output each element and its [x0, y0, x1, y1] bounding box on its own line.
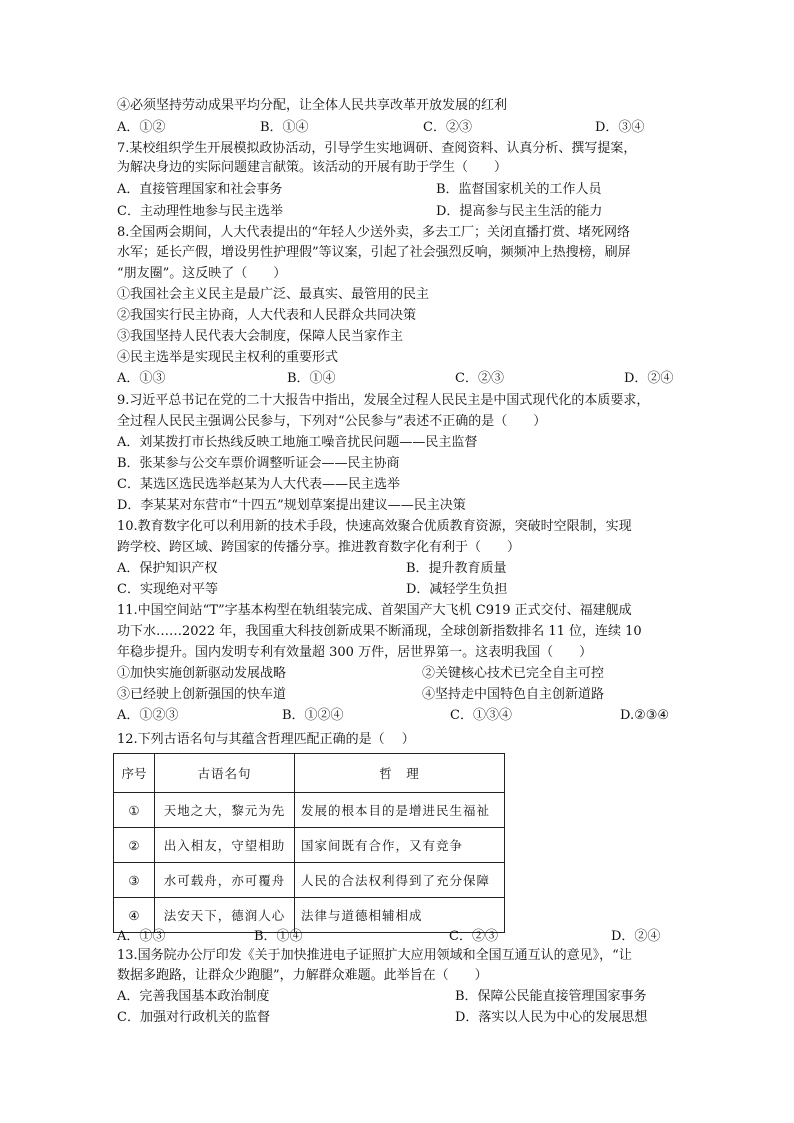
q6-item-4: ④必须坚持劳动成果平均分配，让全体人民共享改革开放发展的红利	[117, 98, 508, 113]
q10-option-a: A．保护知识产权	[117, 561, 218, 576]
q13-option-b: B．保障公民能直接管理国家事务	[455, 989, 647, 1004]
q8-option-d: D．②④	[624, 371, 674, 386]
q6-option-d: D．③④	[595, 120, 645, 135]
q10-option-b: B．提升教育质量	[406, 561, 507, 576]
q12-row-philosophy: 国家间既有合作，又有竞争	[295, 828, 505, 863]
q12-header-quote: 古语名句	[155, 754, 295, 793]
q12-row-quote: 天地之大，黎元为先	[155, 793, 295, 828]
q7-stem-line-2: 为解决身边的实际问题建言献策。该活动的开展有助于学生（ ）	[117, 160, 508, 175]
q6-option-c: C．②③	[423, 120, 472, 135]
q12-row-number: ②	[114, 828, 155, 863]
q11-stem-line-2: 功下水……2022 年，我国重大科技创新成果不断涌现，全球创新指数排名 11 位，连续 10	[117, 624, 642, 639]
q8-option-a: A．①③	[117, 371, 166, 386]
q12-table-row	[114, 863, 505, 898]
q13-option-c: C．加强对行政机关的监督	[117, 1010, 270, 1025]
q8-stem-line-3: “朋友圈”。这反映了（ ）	[117, 266, 287, 281]
q7-option-c: C．主动理性地参与民主选举	[117, 204, 283, 219]
q12-row-quote: 法安天下，德润人心	[155, 898, 295, 933]
q12-row-quote: 水可载舟，亦可覆舟	[155, 863, 295, 898]
q12-table-header	[114, 754, 505, 793]
q12-row-quote: 出入相友，守望相助	[155, 828, 295, 863]
q8-stem-line-1: 8.全国两会期间，人大代表提出的“年轻人少送外卖，多去工厂；关闭直播打赏、堵死网络	[117, 225, 631, 240]
q9-stem-line-1: 9.习近平总书记在党的二十大报告中指出，发展全过程人民民主是中国式现代化的本质要求，	[117, 393, 650, 408]
q12-header-philosophy: 哲 理	[295, 754, 505, 793]
q12-row-philosophy: 发展的根本目的是增进民生福祉	[295, 793, 505, 828]
q12-row-philosophy: 人民的合法权利得到了充分保障	[295, 863, 505, 898]
q11-stem-line-1: 11.中国空间站“T”字基本构型在轨组装完成、首架国产大飞机 C919 正式交付、福建舰成	[117, 603, 632, 618]
q11-option-c: C．①③④	[450, 708, 512, 723]
q12-option-b: B．①④	[254, 929, 303, 944]
q12-row-number: ③	[114, 863, 155, 898]
q9-option-a: A．刘某拨打市长热线反映工地施工噪音扰民问题——民主监督	[117, 435, 478, 450]
q7-option-a: A．直接管理国家和社会事务	[117, 182, 283, 197]
q11-item-4: ④坚持走中国特色自主创新道路	[422, 687, 605, 702]
q9-option-b: B．张某参与公交车票价调整听证会——民主协商	[117, 456, 400, 471]
q12-stem: 12.下列古语名句与其蕴含哲理匹配正确的是（ ）	[117, 732, 415, 747]
q12-row-number: ①	[114, 793, 155, 828]
q12-option-a: A．①③	[117, 929, 166, 944]
q12-row-philosophy: 法律与道德相辅相成	[295, 898, 505, 933]
q13-stem-line-2: 数据多跑路，让群众少跑腿”，力解群众难题。此举旨在（ ）	[117, 968, 488, 983]
q9-option-d: D．李某某对东营市“十四五”规划草案提出建议——民主决策	[117, 498, 466, 513]
q11-item-1: ①加快实施创新驱动发展战略	[117, 666, 287, 681]
q8-item-1: ①我国社会主义民主是最广泛、最真实、最管用的民主	[117, 287, 430, 302]
q6-option-a: A．①②	[117, 120, 166, 135]
q12-option-d: D．②④	[611, 929, 661, 944]
q10-option-d: D．减轻学生负担	[406, 582, 508, 597]
q6-option-b: B．①④	[260, 120, 309, 135]
q8-option-b: B．①④	[287, 371, 336, 386]
q12-header-number: 序号	[114, 754, 155, 793]
q11-option-a: A．①②③	[117, 708, 179, 723]
q11-option-b: B．①②④	[282, 708, 344, 723]
q11-item-3: ③已经驶上创新强国的快车道	[117, 687, 287, 702]
q12-option-c: C．②③	[449, 929, 498, 944]
q12-table	[113, 753, 505, 933]
q13-option-a: A．完善我国基本政治制度	[117, 989, 270, 1004]
q8-option-c: C．②③	[455, 371, 504, 386]
q7-option-d: D．提高参与民主生活的能力	[436, 204, 603, 219]
q8-item-2: ②我国实行民主协商，人大代表和人民群众共同决策	[117, 308, 417, 323]
q10-stem-line-2: 跨学校、跨区域、跨国家的传播分享。推进教育数字化有利于（ ）	[117, 540, 521, 555]
q9-option-c: C．某选区选民选举赵某为人大代表——民主选举	[117, 477, 400, 492]
q8-item-3: ③我国坚持人民代表大会制度，保障人民当家作主	[117, 329, 404, 344]
q13-stem-line-1: 13.国务院办公厅印发《关于加快推进电子证照扩大应用领域和全国互通互认的意见》，“让	[117, 948, 632, 963]
q12-table-row	[114, 828, 505, 863]
q11-item-2: ②关键核心技术已完全自主可控	[422, 666, 605, 681]
q12-row-number: ④	[114, 898, 155, 933]
q8-stem-line-2: 水军；延长产假，增设男性护理假”等议案，引起了社会强烈反响，频频冲上热搜榜，刷屏	[117, 245, 631, 260]
q8-item-4: ④民主选举是实现民主权利的重要形式	[117, 350, 339, 365]
q10-option-c: C．实现绝对平等	[117, 582, 218, 597]
q9-stem-line-2: 全过程人民民主强调公民参与，下列对“公民参与”表述不正确的是（ ）	[117, 414, 547, 429]
q11-stem-line-3: 年稳步提升。国内发明专利有效量超 300 万件，居世界第一。这表明我国（ ）	[117, 645, 593, 660]
q13-option-d: D．落实以人民为中心的发展思想	[455, 1010, 648, 1025]
q7-stem-line-1: 7.某校组织学生开展模拟政协活动，引导学生实地调研、查阅资料、认真分析、撰写提案，	[117, 141, 637, 156]
q12-table-row	[114, 898, 505, 933]
q7-option-b: B．监督国家机关的工作人员	[436, 182, 602, 197]
q10-stem-line-1: 10.教育数字化可以利用新的技术手段，快速高效聚合优质教育资源，突破时空限制，实现	[117, 519, 632, 534]
q11-option-d: D.②③④	[620, 708, 670, 723]
q12-table-row	[114, 793, 505, 828]
